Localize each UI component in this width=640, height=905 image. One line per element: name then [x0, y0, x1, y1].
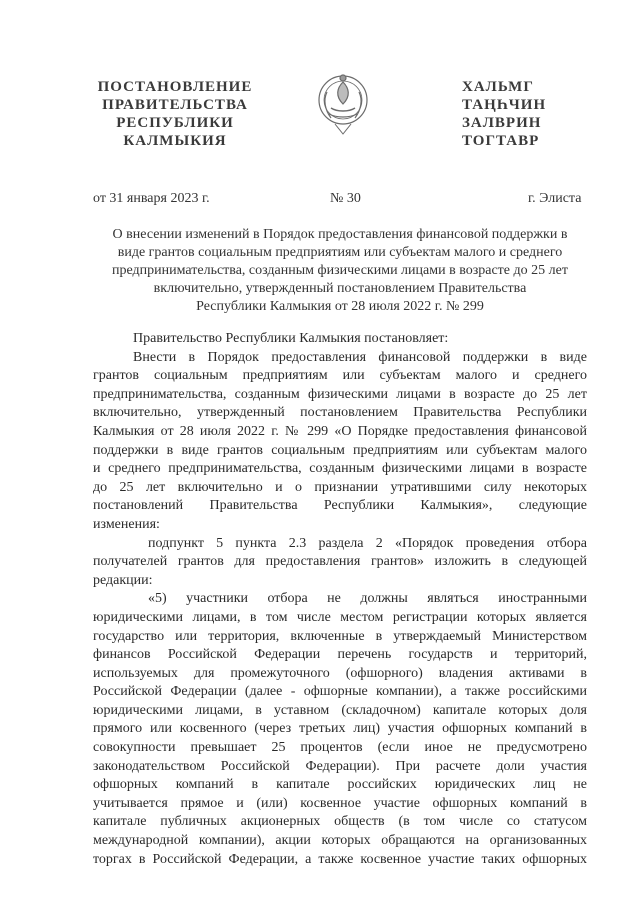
- body-line: юридическими лицами, в том числе местом регистрации которых является: [93, 609, 587, 625]
- body-line: международной компании), акции которых обращаются на организованных: [93, 833, 587, 849]
- body-line: юридическими лицами, в уставном (складочном) капитале которых доля: [93, 702, 587, 718]
- resolution-city: г. Элиста: [528, 191, 582, 206]
- body-line: торгах в Российской Федерации, а также косвенное участие таких офшорных: [93, 851, 587, 867]
- body-line: получателей грантов для предоставления грантов» изложить в следующей: [93, 554, 587, 570]
- header-right-line: ЗАЛВРИН: [462, 115, 542, 131]
- resolution-title: [93, 226, 587, 316]
- body-line: изменения:: [93, 516, 160, 532]
- body-line: Правительство Республики Калмыкия постановляет:: [133, 331, 449, 346]
- body-line: Российской Федерации (далее - офшорные компании), а также российскими: [93, 684, 587, 700]
- header-right-block: [462, 78, 557, 150]
- body-line: финансов Российской Федерации перечень государств и территорий,: [93, 647, 587, 663]
- header-right-line: ТОГТАВР: [462, 133, 540, 149]
- header-right-line: ХАЛЬМГ: [462, 79, 534, 95]
- body-line: офшорных компаний в капитале российских юридических лиц не: [93, 777, 587, 793]
- resolution-body: [93, 330, 587, 869]
- title-line: Республики Калмыкия от 28 июля 2022 г. № 299: [196, 299, 484, 314]
- title-line: предпринимательства, созданным физическими лицами в возрасте до 25 лет: [112, 263, 568, 278]
- paragraph-new-text: [93, 590, 587, 869]
- body-line: предпринимательства, созданным физическими лицами в возрасте до 25 лет: [93, 386, 587, 402]
- resolution-number: № 30: [330, 191, 361, 206]
- body-line: учитывается прямое и (или) косвенное участие офшорных компаний в: [93, 795, 587, 811]
- title-line: О внесении изменений в Порядок предоставления финансовой поддержки в: [112, 227, 568, 242]
- body-line: используемых для промежуточного (офшорного) владения активами в: [93, 665, 587, 681]
- header-left-line: КАЛМЫКИЯ: [123, 133, 227, 149]
- body-line: совокупности превышает 25 процентов (если иное не предусмотрено: [93, 740, 587, 756]
- body-line: подпункт 5 пункта 2.3 раздела 2 «Порядок проведения отбора: [148, 535, 587, 551]
- body-line: прямого или косвенного (через третьих лиц) участия офшорных компаний в: [93, 721, 587, 737]
- header-left-line: РЕСПУБЛИКИ: [116, 115, 234, 131]
- title-line: виде грантов социальным предприятиям или субъектам малого и среднего: [117, 245, 563, 260]
- header-left-line: ПОСТАНОВЛЕНИЕ: [97, 79, 253, 95]
- body-line: до 25 лет включительно и о признании утратившими силу некоторых: [93, 479, 587, 495]
- body-line: капитале публичных акционерных обществ (в том числе со статусом: [93, 814, 587, 830]
- body-line: и среднего предпринимательства, созданным физическими лицами в возрасте: [93, 461, 587, 477]
- body-line: грантов социальным предприятиям или субъектам малого и среднего: [93, 368, 587, 384]
- paragraph-subpoint: [93, 535, 587, 591]
- kalmykia-coat-of-arms-icon: [313, 68, 373, 138]
- body-line: законодательством Российской Федерации). При расчете доли участия: [93, 758, 587, 774]
- header-left-line: ПРАВИТЕЛЬСТВА: [102, 97, 248, 113]
- body-line: постановлений Правительства Республики Калмыкия», следующие: [93, 498, 587, 514]
- paragraph-amendment: [93, 349, 587, 535]
- body-line: Внести в Порядок предоставления финансовой поддержки в виде: [133, 349, 587, 365]
- body-line: поддержки в виде грантов социальным предприятиям или субъектам малого: [93, 442, 587, 458]
- title-line: включительно, утвержденный постановлением Правительства: [153, 281, 527, 296]
- body-line: государство или территория, включенные в утверждаемый Министерством: [93, 628, 587, 644]
- body-line: включительно, утвержденный постановлением Правительства Республики: [93, 405, 587, 421]
- body-line: Калмыкия от 28 июля 2022 г. № 299 «О Порядке предоставления финансовой: [93, 423, 587, 439]
- resolution-date: от 31 января 2023 г.: [93, 191, 210, 206]
- header-left-block: [95, 78, 255, 150]
- body-line: редакции:: [93, 572, 153, 588]
- header-right-line: ТАҢҺЧИН: [462, 97, 547, 113]
- body-line: «5) участники отбора не должны являться иностранными: [148, 591, 587, 607]
- paragraph-intro: [93, 330, 587, 349]
